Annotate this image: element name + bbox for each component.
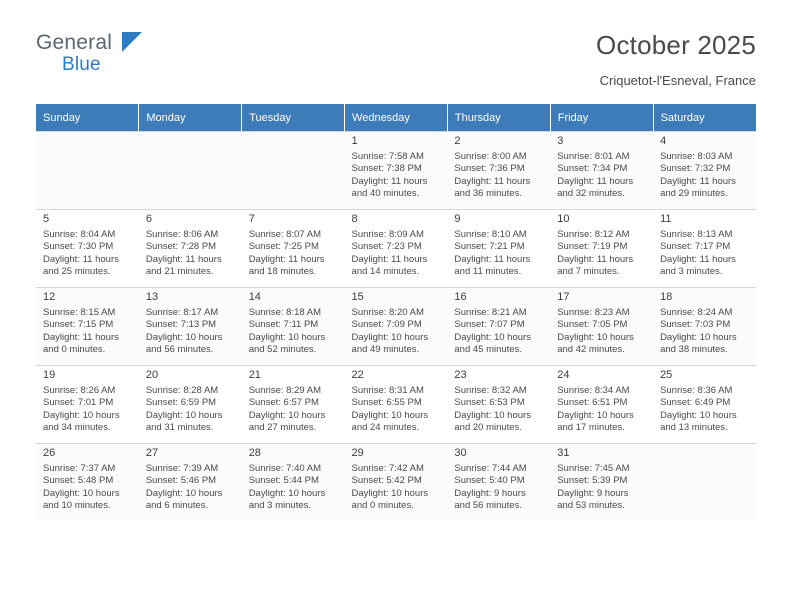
day-detail-line: Sunset: 5:42 PM — [351, 475, 422, 487]
day-detail-line: Sunrise: 8:06 AM — [145, 229, 219, 240]
calendar-day-cell[interactable] — [242, 443, 345, 521]
day-detail-line: Daylight: 10 hours — [351, 487, 429, 499]
day-number: 2 — [454, 135, 461, 147]
day-detail-line: Sunrise: 8:13 AM — [660, 229, 733, 240]
day-detail-line: Daylight: 10 hours — [557, 409, 634, 421]
day-detail-line: and 7 minutes. — [557, 266, 620, 278]
day-detail-line: Daylight: 11 hours — [660, 175, 736, 187]
day-detail-line: Sunrise: 8:24 AM — [660, 307, 733, 318]
day-cell-content — [550, 365, 653, 443]
day-cell-content — [36, 443, 139, 521]
calendar-day-cell[interactable] — [242, 365, 345, 443]
day-detail-line: and 3 minutes. — [660, 266, 723, 278]
calendar-day-cell[interactable] — [345, 443, 448, 521]
day-detail-line: and 31 minutes. — [145, 422, 214, 434]
day-detail-line: Sunset: 7:13 PM — [145, 319, 217, 331]
day-detail-line: and 40 minutes. — [351, 188, 420, 200]
day-cell-content — [550, 287, 653, 365]
calendar-day-cell[interactable] — [447, 443, 550, 521]
day-number: 11 — [660, 213, 672, 225]
day-number: 15 — [351, 291, 364, 303]
day-detail-line: and 6 minutes. — [145, 500, 209, 512]
day-number: 24 — [557, 369, 570, 381]
day-detail-line: Daylight: 10 hours — [351, 331, 429, 343]
calendar-day-cell[interactable] — [550, 443, 653, 521]
calendar-cell-empty — [653, 443, 756, 521]
day-detail-line: Sunset: 5:40 PM — [454, 475, 525, 487]
day-number: 27 — [145, 447, 159, 459]
day-cell-content — [139, 287, 242, 365]
day-detail-line: Daylight: 10 hours — [43, 487, 120, 499]
day-cell-content — [653, 443, 756, 521]
day-detail-line: Sunrise: 7:37 AM — [43, 463, 116, 474]
weekday-header-row — [36, 104, 756, 131]
day-detail-line: Sunrise: 8:09 AM — [351, 229, 424, 240]
day-cell-content — [242, 287, 345, 365]
day-detail-line: and 52 minutes. — [248, 344, 317, 356]
day-detail-line: Sunset: 7:36 PM — [454, 163, 525, 175]
day-cell-content — [139, 443, 242, 521]
calendar-table — [36, 104, 756, 521]
weekday-header-friday: Friday — [550, 104, 653, 131]
day-number: 10 — [557, 213, 570, 225]
day-detail-line: Sunrise: 7:39 AM — [145, 463, 219, 474]
calendar-day-cell[interactable] — [653, 131, 756, 209]
day-detail-line: Sunrise: 8:01 AM — [557, 151, 630, 162]
day-cell-content — [36, 209, 139, 287]
day-detail-line: Daylight: 10 hours — [145, 409, 223, 421]
day-detail-line: Daylight: 11 hours — [248, 253, 325, 265]
location-label: Criquetot-l'Esneval, France — [599, 73, 756, 88]
day-detail-line: Daylight: 11 hours — [145, 253, 222, 265]
day-detail-line: Daylight: 9 hours — [557, 487, 629, 499]
day-detail-line: Sunset: 7:09 PM — [351, 319, 422, 331]
day-detail-line: Daylight: 11 hours — [454, 175, 531, 187]
day-number: 1 — [351, 135, 358, 147]
day-number: 29 — [351, 447, 364, 459]
day-detail-line: Daylight: 10 hours — [557, 331, 634, 343]
day-number: 5 — [43, 213, 50, 225]
day-detail-line: Sunrise: 7:44 AM — [454, 463, 527, 474]
day-detail-line: and 42 minutes. — [557, 344, 625, 356]
weekday-header-wednesday: Wednesday — [345, 104, 448, 131]
day-detail-line: Sunrise: 7:42 AM — [351, 463, 424, 474]
day-cell-content — [447, 287, 550, 365]
day-detail-line: Daylight: 11 hours — [43, 331, 119, 343]
day-cell-content — [345, 131, 448, 209]
day-number: 9 — [454, 213, 461, 225]
day-detail-line: Sunset: 7:11 PM — [248, 319, 319, 331]
day-number: 28 — [248, 447, 261, 459]
day-detail-line: Daylight: 10 hours — [660, 331, 737, 343]
day-detail-line: Sunset: 7:32 PM — [660, 163, 731, 175]
day-detail-line: Daylight: 10 hours — [43, 409, 120, 421]
day-cell-content — [550, 443, 653, 521]
day-detail-line: Sunrise: 8:18 AM — [248, 307, 322, 318]
day-cell-content — [653, 365, 756, 443]
day-detail-line: Sunrise: 8:21 AM — [454, 307, 527, 318]
calendar-day-cell[interactable] — [36, 287, 139, 365]
day-detail-line: Daylight: 10 hours — [454, 409, 531, 421]
day-detail-line: Sunrise: 8:20 AM — [351, 307, 424, 318]
day-detail-line: Sunrise: 8:32 AM — [454, 385, 527, 396]
day-detail-line: Daylight: 10 hours — [660, 409, 737, 421]
day-cell-content — [653, 287, 756, 365]
day-detail-line: Sunrise: 8:03 AM — [660, 151, 733, 162]
page-header — [36, 28, 756, 90]
day-number: 22 — [351, 369, 364, 381]
day-detail-line: Sunset: 7:03 PM — [660, 319, 731, 331]
day-detail-line: and 0 minutes. — [351, 500, 414, 512]
day-detail-line: and 34 minutes. — [43, 422, 111, 434]
day-detail-line: Sunrise: 8:15 AM — [43, 307, 116, 318]
day-cell-content — [242, 131, 345, 209]
day-detail-line: Sunrise: 8:10 AM — [454, 229, 527, 240]
day-detail-line: Sunrise: 8:26 AM — [43, 385, 116, 396]
calendar-week-row — [36, 131, 756, 209]
day-detail-line: and 25 minutes. — [43, 266, 111, 278]
calendar-day-cell[interactable] — [139, 287, 242, 365]
day-detail-line: Daylight: 9 hours — [454, 487, 526, 499]
day-cell-content — [139, 209, 242, 287]
calendar-cell-empty — [139, 131, 242, 209]
calendar-cell-empty — [36, 131, 139, 209]
day-detail-line: and 38 minutes. — [660, 344, 728, 356]
day-detail-line: and 18 minutes. — [248, 266, 317, 278]
day-detail-line: and 14 minutes. — [351, 266, 420, 278]
title-block — [596, 28, 756, 88]
day-detail-line: Sunset: 7:21 PM — [454, 241, 525, 253]
day-number: 16 — [454, 291, 467, 303]
day-detail-line: Sunrise: 8:31 AM — [351, 385, 424, 396]
day-detail-line: Sunset: 7:15 PM — [43, 319, 114, 331]
day-cell-content — [653, 209, 756, 287]
calendar-day-cell[interactable] — [550, 365, 653, 443]
day-cell-content — [653, 131, 756, 209]
day-detail-line: and 24 minutes. — [351, 422, 420, 434]
day-detail-line: Sunset: 6:49 PM — [660, 397, 731, 409]
day-number: 6 — [145, 213, 152, 225]
day-number: 21 — [248, 369, 261, 381]
day-cell-content — [447, 443, 550, 521]
day-detail-line: Sunset: 5:46 PM — [145, 475, 217, 487]
weekday-header-sunday: Sunday — [36, 104, 139, 131]
day-detail-line: Sunrise: 8:36 AM — [660, 385, 733, 396]
calendar-day-cell[interactable] — [242, 209, 345, 287]
calendar-day-cell[interactable] — [447, 209, 550, 287]
day-cell-content — [447, 209, 550, 287]
day-detail-line: Sunrise: 7:58 AM — [351, 151, 424, 162]
day-number: 25 — [660, 369, 673, 381]
day-detail-line: Sunset: 7:17 PM — [660, 241, 731, 253]
day-detail-line: Sunset: 7:07 PM — [454, 319, 525, 331]
calendar-day-cell[interactable] — [242, 287, 345, 365]
day-detail-line: Daylight: 11 hours — [454, 253, 531, 265]
day-detail-line: Daylight: 11 hours — [351, 175, 428, 187]
calendar-day-cell[interactable] — [139, 443, 242, 521]
day-detail-line: and 10 minutes. — [43, 500, 111, 512]
calendar-cell-empty — [242, 131, 345, 209]
day-cell-content — [447, 365, 550, 443]
day-detail-line: Daylight: 10 hours — [145, 487, 223, 499]
weekday-header-saturday: Saturday — [653, 104, 756, 131]
day-detail-line: and 53 minutes. — [557, 500, 625, 512]
calendar-day-cell[interactable] — [36, 209, 139, 287]
day-detail-line: Daylight: 11 hours — [557, 253, 634, 265]
day-cell-content — [242, 365, 345, 443]
day-detail-line: Sunset: 7:19 PM — [557, 241, 628, 253]
day-detail-line: and 3 minutes. — [248, 500, 312, 512]
day-detail-line: Daylight: 11 hours — [43, 253, 119, 265]
page-title: October 2025 — [596, 30, 756, 60]
day-detail-line: Daylight: 10 hours — [454, 331, 531, 343]
logo[interactable] — [36, 28, 146, 74]
day-detail-line: Sunset: 7:28 PM — [145, 241, 217, 253]
day-number: 13 — [145, 291, 159, 303]
calendar-day-cell[interactable] — [345, 287, 448, 365]
day-detail-line: Daylight: 10 hours — [248, 409, 326, 421]
day-cell-content — [550, 209, 653, 287]
day-detail-line: Sunrise: 8:04 AM — [43, 229, 116, 240]
day-cell-content — [447, 131, 550, 209]
day-detail-line: Sunset: 7:34 PM — [557, 163, 628, 175]
calendar-day-cell[interactable] — [345, 209, 448, 287]
day-cell-content — [139, 365, 242, 443]
day-detail-line: and 0 minutes. — [43, 344, 106, 356]
calendar-day-cell[interactable] — [447, 287, 550, 365]
calendar-day-cell[interactable] — [139, 209, 242, 287]
day-detail-line: and 32 minutes. — [557, 188, 625, 200]
day-cell-content — [36, 131, 139, 209]
calendar-day-cell[interactable] — [345, 131, 448, 209]
day-detail-line: Sunrise: 8:17 AM — [145, 307, 219, 318]
day-detail-line: Sunrise: 8:12 AM — [557, 229, 630, 240]
day-detail-line: Sunset: 6:53 PM — [454, 397, 525, 409]
logo-word-blue: Blue — [62, 54, 101, 75]
calendar-day-cell[interactable] — [653, 365, 756, 443]
day-detail-line: Daylight: 11 hours — [351, 253, 428, 265]
calendar-day-cell[interactable] — [653, 287, 756, 365]
weekday-header-monday: Monday — [139, 104, 242, 131]
day-detail-line: Sunset: 7:05 PM — [557, 319, 628, 331]
day-detail-line: Sunrise: 8:07 AM — [248, 229, 322, 240]
day-detail-line: Sunrise: 7:45 AM — [557, 463, 630, 474]
day-number: 26 — [43, 447, 56, 459]
day-detail-line: and 17 minutes. — [557, 422, 625, 434]
calendar-week-row — [36, 287, 756, 365]
day-number: 19 — [43, 369, 56, 381]
day-detail-line: and 29 minutes. — [660, 188, 728, 200]
day-detail-line: Sunrise: 8:23 AM — [557, 307, 630, 318]
day-detail-line: Sunset: 7:01 PM — [43, 397, 114, 409]
day-detail-line: Sunrise: 8:29 AM — [248, 385, 322, 396]
day-detail-line: Sunset: 5:39 PM — [557, 475, 628, 487]
flag-triangle-icon — [122, 32, 142, 52]
day-number: 23 — [454, 369, 467, 381]
day-detail-line: Sunset: 7:30 PM — [43, 241, 114, 253]
day-cell-content — [139, 131, 242, 209]
day-number: 3 — [557, 135, 564, 147]
day-detail-line: Sunset: 6:55 PM — [351, 397, 422, 409]
calendar-day-cell[interactable] — [36, 365, 139, 443]
calendar-body — [36, 131, 756, 521]
day-detail-line: Daylight: 10 hours — [145, 331, 223, 343]
weekday-header-tuesday: Tuesday — [242, 104, 345, 131]
day-number: 31 — [557, 447, 570, 459]
day-cell-content — [242, 209, 345, 287]
day-number: 30 — [454, 447, 467, 459]
day-detail-line: and 56 minutes. — [145, 344, 214, 356]
day-cell-content — [345, 209, 448, 287]
day-number: 17 — [557, 291, 570, 303]
day-detail-line: Sunset: 7:23 PM — [351, 241, 422, 253]
day-cell-content — [345, 365, 448, 443]
day-cell-content — [36, 365, 139, 443]
day-detail-line: Sunset: 6:57 PM — [248, 397, 319, 409]
day-number: 12 — [43, 291, 56, 303]
day-number: 20 — [145, 369, 159, 381]
day-cell-content — [36, 287, 139, 365]
day-number: 18 — [660, 291, 673, 303]
day-detail-line: Sunrise: 8:00 AM — [454, 151, 527, 162]
day-cell-content — [345, 287, 448, 365]
calendar-day-cell[interactable] — [550, 131, 653, 209]
calendar-week-row — [36, 365, 756, 443]
day-detail-line: Daylight: 10 hours — [248, 487, 326, 499]
day-detail-line: Daylight: 10 hours — [351, 409, 429, 421]
calendar-day-cell[interactable] — [447, 131, 550, 209]
day-number: 14 — [248, 291, 261, 303]
calendar-day-cell[interactable] — [550, 287, 653, 365]
calendar-week-row — [36, 443, 756, 521]
weekday-header-thursday: Thursday — [447, 104, 550, 131]
day-detail-line: Sunrise: 8:28 AM — [145, 385, 219, 396]
day-detail-line: and 11 minutes. — [454, 266, 522, 278]
day-number: 8 — [351, 213, 358, 225]
day-detail-line: Daylight: 11 hours — [557, 175, 634, 187]
day-detail-line: Sunset: 6:51 PM — [557, 397, 628, 409]
day-detail-line: and 20 minutes. — [454, 422, 522, 434]
day-detail-line: Sunset: 5:48 PM — [43, 475, 114, 487]
calendar-day-cell[interactable] — [36, 443, 139, 521]
calendar-day-cell[interactable] — [653, 209, 756, 287]
day-detail-line: and 36 minutes. — [454, 188, 522, 200]
calendar-day-cell[interactable] — [447, 365, 550, 443]
day-detail-line: and 27 minutes. — [248, 422, 317, 434]
day-detail-line: and 49 minutes. — [351, 344, 420, 356]
day-detail-line: Sunset: 5:44 PM — [248, 475, 319, 487]
calendar-day-cell[interactable] — [550, 209, 653, 287]
day-detail-line: Daylight: 10 hours — [248, 331, 326, 343]
day-detail-line: Sunrise: 7:40 AM — [248, 463, 322, 474]
day-detail-line: and 13 minutes. — [660, 422, 728, 434]
calendar-day-cell[interactable] — [345, 365, 448, 443]
logo-word-general: General — [36, 31, 113, 54]
day-detail-line: Daylight: 11 hours — [660, 253, 736, 265]
day-cell-content — [345, 443, 448, 521]
calendar-week-row — [36, 209, 756, 287]
calendar-day-cell[interactable] — [139, 365, 242, 443]
day-detail-line: Sunset: 7:38 PM — [351, 163, 422, 175]
day-detail-line: and 56 minutes. — [454, 500, 522, 512]
day-number: 4 — [660, 135, 667, 147]
day-detail-line: and 45 minutes. — [454, 344, 522, 356]
day-detail-line: Sunset: 6:59 PM — [145, 397, 217, 409]
day-detail-line: Sunset: 7:25 PM — [248, 241, 319, 253]
day-number: 7 — [248, 213, 255, 225]
day-detail-line: and 21 minutes. — [145, 266, 214, 278]
day-cell-content — [550, 131, 653, 209]
day-detail-line: Sunrise: 8:34 AM — [557, 385, 630, 396]
day-cell-content — [242, 443, 345, 521]
